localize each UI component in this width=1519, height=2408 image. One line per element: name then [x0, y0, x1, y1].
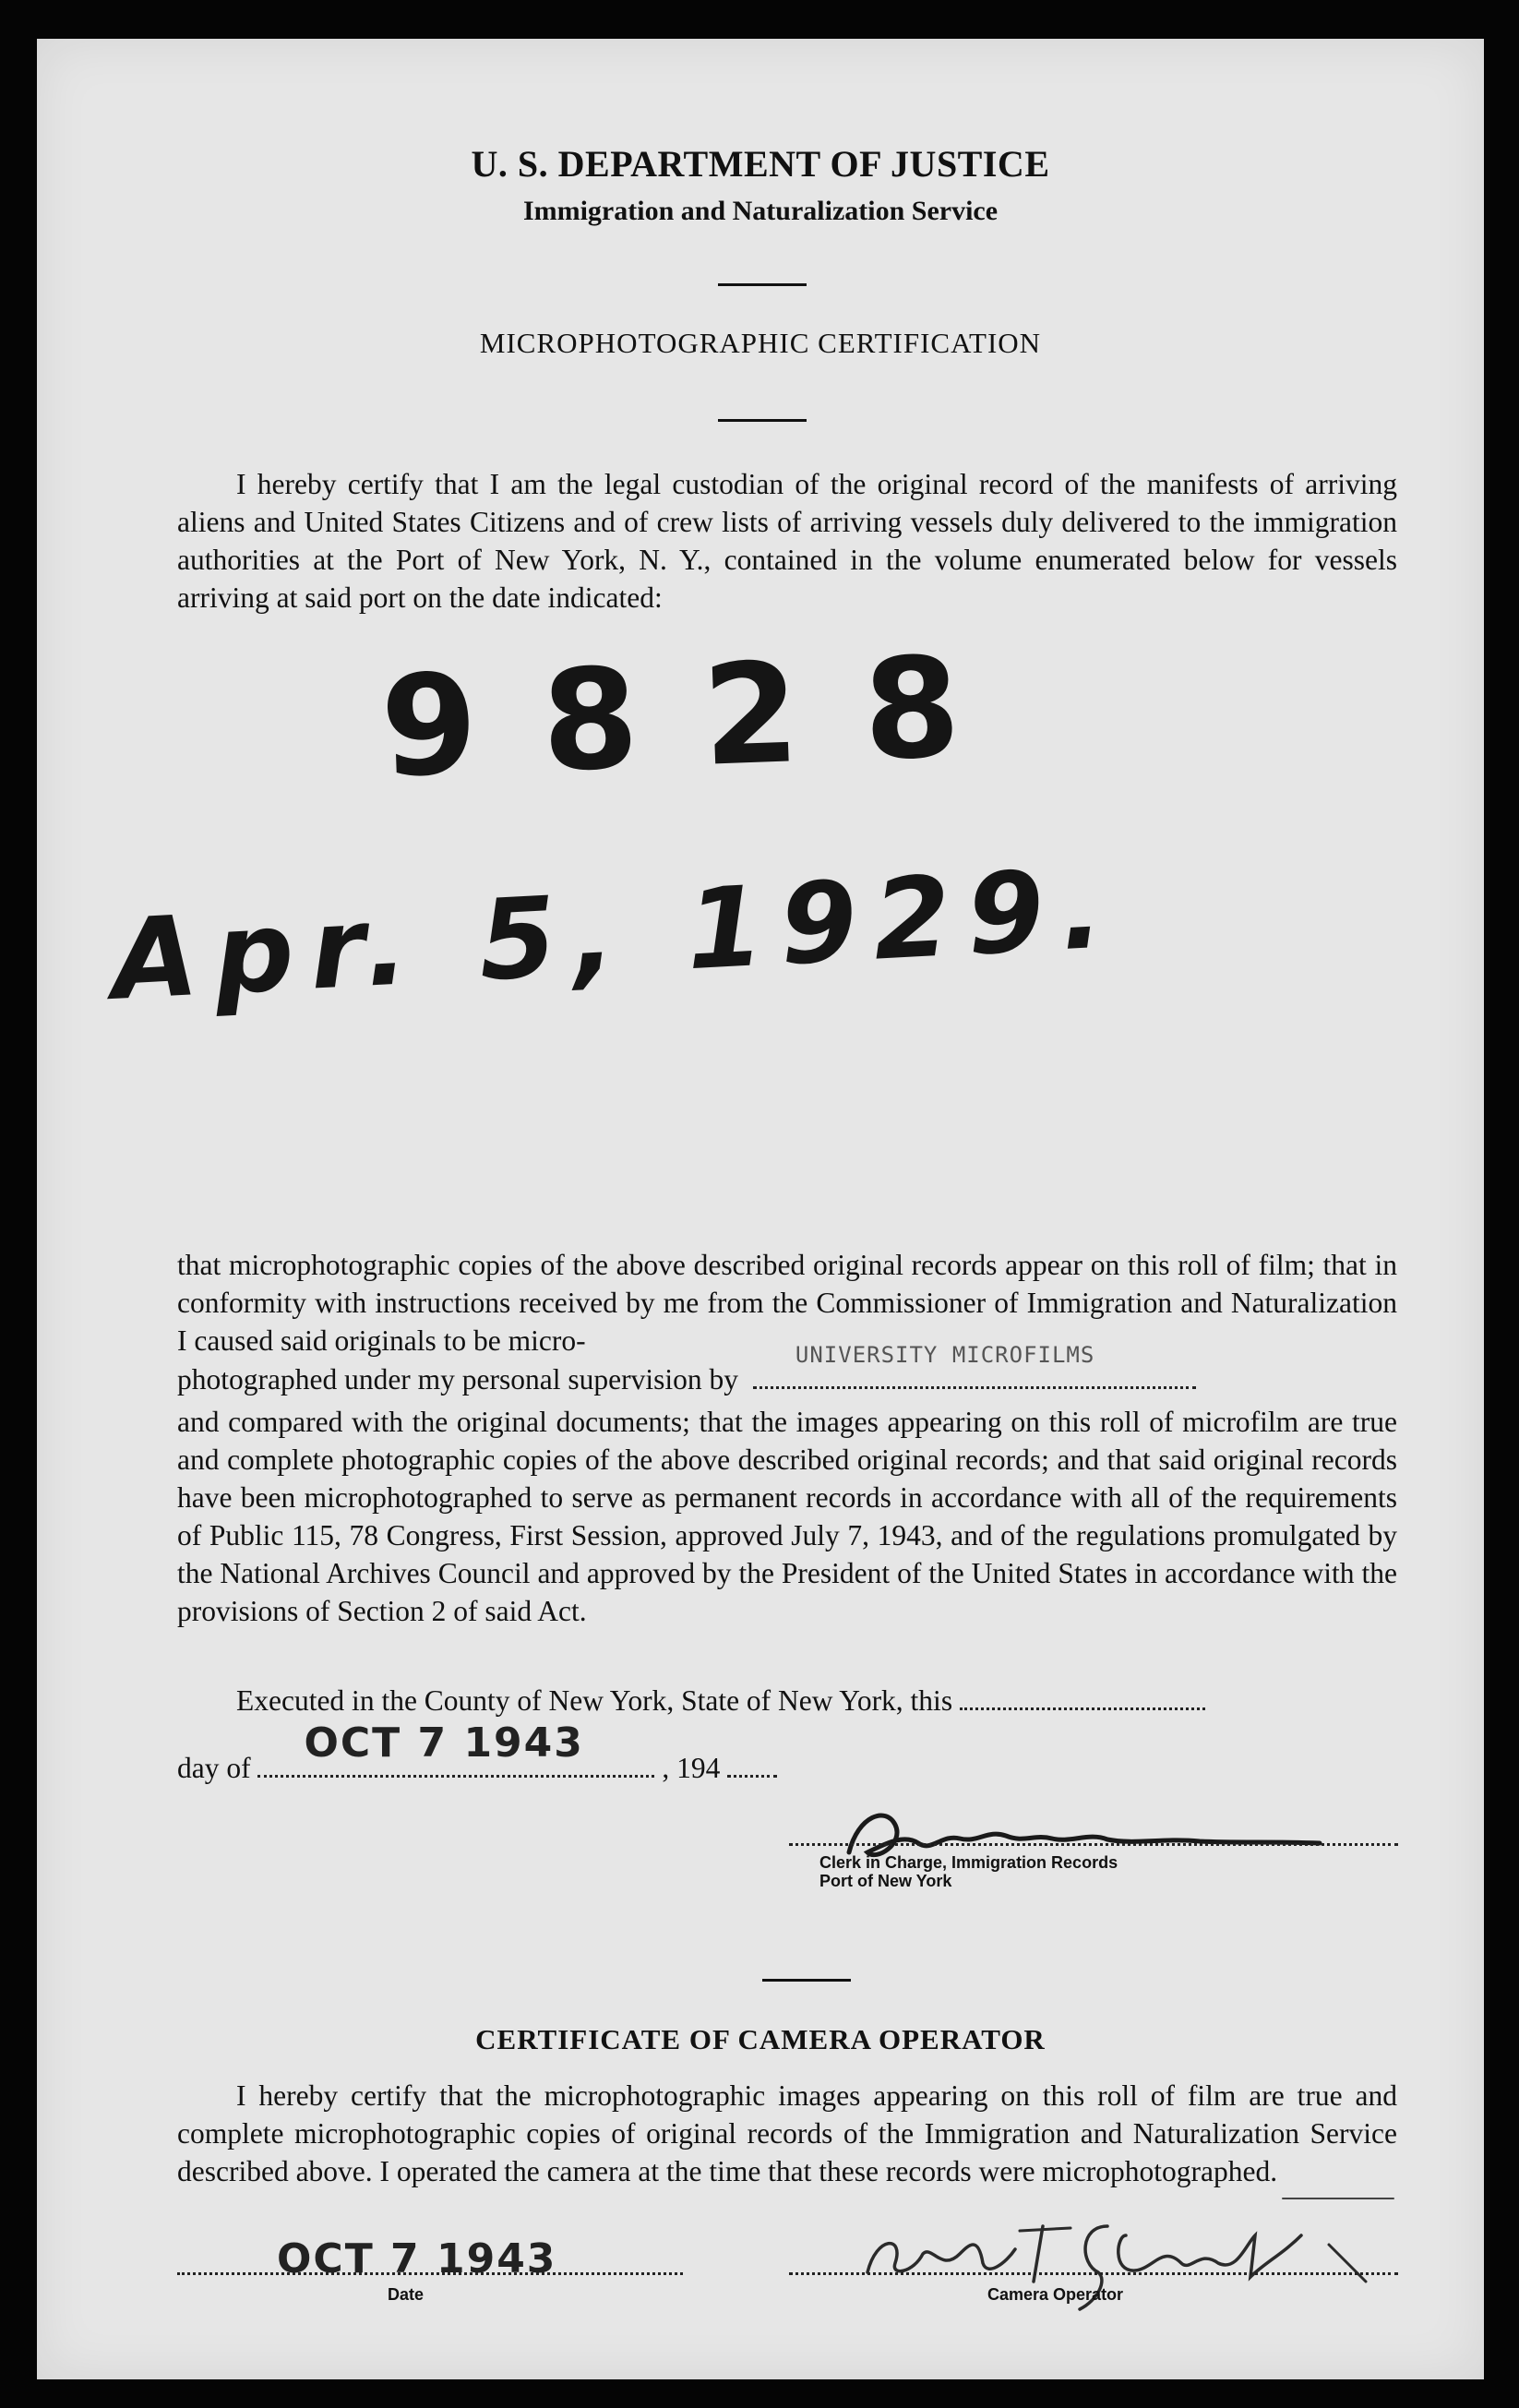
service-subtitle: Immigration and Naturalization Service [522, 196, 999, 226]
date-line [177, 2272, 683, 2275]
clerk-title-line1: Clerk in Charge, Immigration Records [819, 1853, 1118, 1872]
date-label: Date [388, 2285, 425, 2304]
clerk-title-line2: Port of New York [819, 1872, 952, 1890]
day-of-line [257, 1719, 654, 1778]
camera-operator-signature [849, 2162, 1403, 2318]
camera-operator-heading: CERTIFICATE OF CAMERA OPERATOR [475, 2023, 1046, 2055]
day-of-row [177, 1719, 777, 1785]
operator-label: Camera Operator [987, 2285, 1124, 2304]
execution-stamped-date: OCT 7 1943 [304, 1719, 584, 1767]
microfilm-statement-part1: that microphotographic copies of the above described original records appear on this roll of film; that in conformity with instructions received by me from the Commissioner of Immigration and Naturalization I caused said originals to be micro- [177, 1249, 1397, 1357]
photographed-by-label: photographed under my personal supervision by [177, 1363, 739, 1396]
handwritten-arrival-date: Apr. 5, 1929. [109, 844, 1123, 1025]
photographed-by-value: UNIVERSITY MICROFILMS [795, 1342, 1095, 1368]
divider-second [718, 419, 807, 422]
operator-stamped-date: OCT 7 1943 [277, 2235, 557, 2282]
custodian-statement: I hereby certify that I am the legal custodian of the original record of the manifests of arriving aliens and United States Citizens and of crew lists of arriving vessels duly delivered to the immigration authorities at the Port of New York, N. Y., contained in the volume enumerated below for vessels arriving at said port on the date indicated: [177, 468, 1397, 614]
executed-text: Executed in the County of New York, State of New York, this [236, 1684, 953, 1717]
operator-line [789, 2272, 1398, 2275]
divider-top [718, 283, 807, 286]
certification-title: MICROPHOTOGRAPHIC CERTIFICATION [479, 327, 1042, 359]
day-of-label: day of [177, 1752, 251, 1784]
photographed-by-row [177, 1342, 1196, 1396]
divider-bottom [762, 1979, 851, 1982]
clerk-signature-line [789, 1843, 1398, 1846]
year-prefix: , 194 [662, 1752, 721, 1784]
microfilm-statement-part2: and compared with the original documents; that the images appearing on this roll of microfilm are true and complete photographic copies of the above described original records; and that said original records have been microphotographed to serve as permanent records in accordance with all of the requirements of Public 115, 78 Congress, First Session, approved July 7, 1943, and of the regulations promulgated by the National Archives Council and approved by the President of the United States in accordance with the provisions of Section 2 of said Act. [177, 1406, 1397, 1627]
executed-day-line [960, 1683, 1205, 1710]
year-line [727, 1751, 777, 1778]
photographed-by-line [753, 1342, 1196, 1389]
handwritten-volume-number: 9828 [378, 625, 1028, 809]
camera-operator-statement: I hereby certify that the microphotographic images appearing on this roll of film are true and complete microphotographic copies of original records of the Immigration and Naturalization Service described above. I operated the camera at the time that these records were microphotographed. [177, 2079, 1397, 2187]
certificate-page [37, 39, 1484, 2379]
executed-row [236, 1683, 1205, 1718]
department-title: U. S. DEPARTMENT OF JUSTICE [471, 143, 1050, 185]
